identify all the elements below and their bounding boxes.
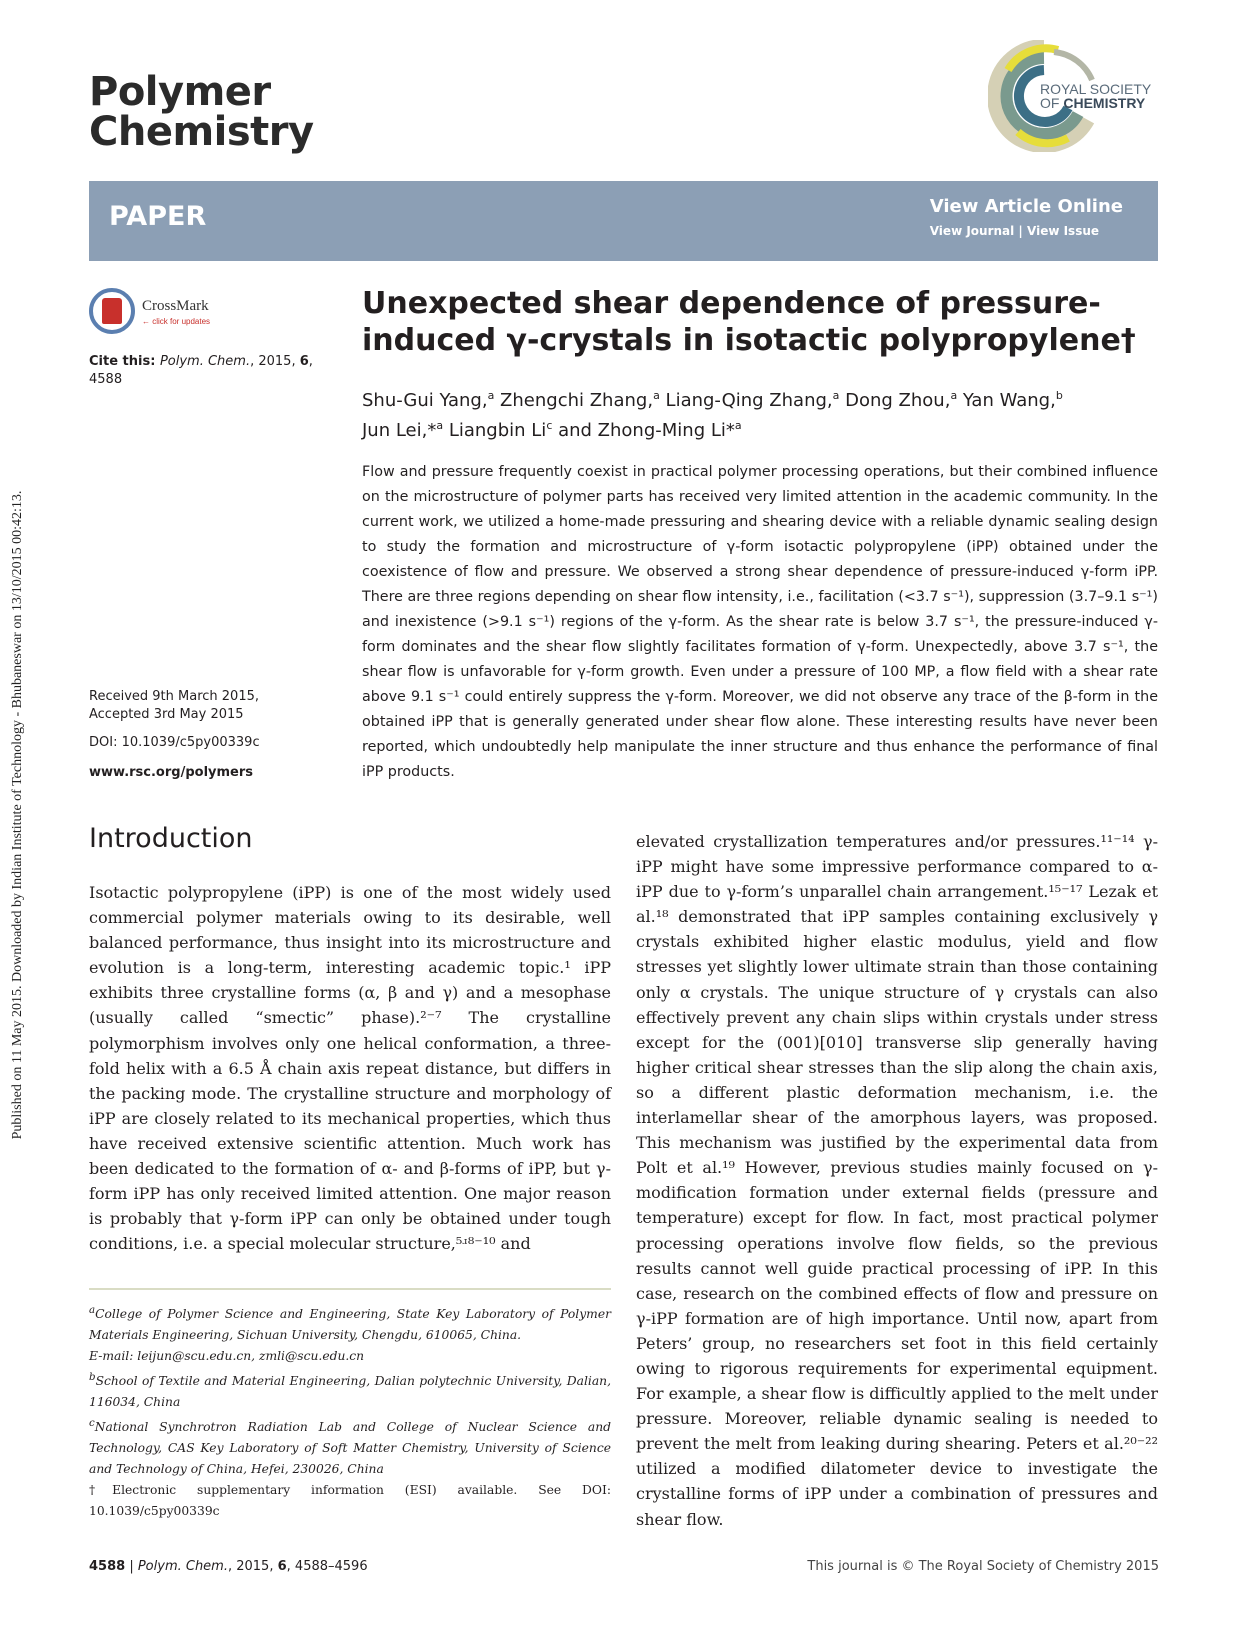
footnote-a-mark: a (89, 1304, 96, 1316)
footnote-b (89, 1367, 611, 1413)
introduction-heading: Introduction (89, 823, 253, 854)
cite-sep: , (308, 354, 313, 369)
crossmark-label: CrossMark (142, 298, 209, 314)
rsc-logo-line2 (1040, 96, 1151, 110)
footer-pages: , 4588–4596 (286, 1559, 368, 1574)
links-separator: | (1014, 224, 1027, 238)
author: Yan Wang, (957, 390, 1056, 411)
crossmark-sub-text: click for updates (152, 317, 211, 326)
author: and Zhong-Ming Li* (552, 420, 735, 441)
footnote-c (89, 1413, 611, 1480)
cite-volume: 6 (299, 354, 309, 369)
crossmark-badge[interactable] (89, 288, 229, 340)
author: Liang-Qing Zhang, (659, 390, 833, 411)
body-text-right-column: elevated crystallization temperatures and/or pressures.¹¹⁻¹⁴ γ-iPP might have some impressive performance compared to α-iPP due to γ-form’s unparallel chain arrangement.¹⁵⁻¹⁷ Lezak et al.¹⁸ demonstrated that iPP samples containing exclusively γ crystals exhibited higher elastic modulus, yield and flow stresses yet slightly lower ultimate strain than those containing only α crystals. The unique structure of γ crystals can also effectively prevent any chain slips within crystals under stress except for the (001)[010] transverse slip generally having higher critical shear stresses than the slip along the chain axis, so a different plastic deformation mechanism, i.e. the interlamellar shear of the amorphous layers, was proposed. This mechanism was justified by the experimental data from Polt et al.¹⁹ However, previous studies mainly focused on γ-modification formation under external fields (pressure and temperature) except for flow. In fact, most practical polymer processing operations involve flow fields, so the previous results cannot well guide practical processing of iPP. In this case, research on the combined effects of flow and pressure on γ-iPP formation are of high importance. Until now, apart from Peters’ group, no researchers set foot in this field certainly owing to rigorous requirements for experimental equipment. For example, a shear flow is difficultly applied to the melt under pressure. Moreover, reliable dynamic sealing is needed to prevent the melt from leaking during shearing. Peters et al.²⁰⁻²² utilized a modified dilatometer device to investigate the crystalline forms of iPP under a combination of pressures and shear flow. (636, 832, 1158, 1529)
footer-year: , 2015, (227, 1559, 278, 1574)
cite-this (89, 353, 329, 389)
affiliation-mark: c (546, 419, 553, 432)
cite-prefix: Cite this: (89, 354, 160, 369)
affiliation-footnotes (89, 1300, 611, 1522)
journal-title-line2: Chemistry (89, 109, 314, 155)
article-links (930, 193, 1123, 241)
journal-title-line1: Polymer (89, 69, 271, 115)
author-list (362, 383, 1162, 443)
cite-page: 4588 (89, 372, 123, 387)
author: Dong Zhou, (839, 390, 951, 411)
footnote-b-mark: b (89, 1371, 96, 1384)
accepted-date: Accepted 3rd May 2015 (89, 707, 244, 722)
article-title-line1: Unexpected shear dependence of pressure- (362, 286, 1101, 321)
author: Liangbin Li (443, 420, 547, 441)
author: Zhengchi Zhang, (494, 390, 654, 411)
page-footer-left (89, 1559, 368, 1574)
article-title-line2: induced γ-crystals in isotactic polypropylene† (362, 323, 1136, 358)
view-article-online-link[interactable]: View Article Online (929, 196, 1123, 217)
article-doi[interactable]: DOI: 10.1039/c5py00339c (89, 735, 260, 750)
footer-journal: Polym. Chem. (137, 1559, 228, 1574)
footnote-c-text: National Synchrotron Radiation Lab and College of Nuclear Science and Technology, CAS Key Laboratory of Soft Matter Chemistry, University of Science and Technology of China, Hefei, 230026, China (89, 1420, 611, 1477)
download-stamp (4, 230, 32, 1400)
footnote-a-text: College of Polymer Science and Engineering, State Key Laboratory of Polymer Materials Engineering, Sichuan University, Chengdu, 610065, China. (89, 1307, 611, 1343)
rsc-logo-chemistry: CHEMISTRY (1063, 95, 1146, 111)
page-footer-right: This journal is © The Royal Society of Chemistry 2015 (807, 1559, 1159, 1574)
body-text-left-column: Isotactic polypropylene (iPP) is one of the most widely used commercial polymer materials owing to its desirable, well balanced performance, thus insight into its microstructure and evolution is a long-term, interesting academic topic.¹ iPP exhibits three crystalline forms (α, β and γ) and a mesophase (usually called “smectic” phase).²⁻⁷ The crystalline polymorphism involves only one helical conformation, a three-fold helix with a 6.5 Å chain axis repeat distance, but differs in the packing mode. The crystalline structure and morphology of iPP are closely related to its mechanical properties, which thus have received extensive scientific attention. Much work has been dedicated to the formation of α- and β-forms of iPP, but γ-form iPP has only received limited attention. One major reason is probably that γ-form iPP can only be obtained under tough conditions, i.e. a special molecular structure,⁵ʴ⁸⁻¹⁰ and (89, 883, 611, 1254)
footnote-b-text: School of Textile and Material Engineering, Dalian polytechnic University, Dalian, 116034, China (89, 1374, 611, 1410)
crossmark-icon (89, 288, 135, 334)
journal-issue-links (930, 221, 1123, 241)
affiliation-mark: a (734, 419, 742, 432)
page-number: 4588 (89, 1559, 126, 1574)
article-dates (89, 688, 329, 724)
rsc-logo-line1: ROYAL SOCIETY (1040, 81, 1152, 97)
rsc-logo[interactable] (988, 40, 1158, 152)
rsc-logo-of: OF (1040, 95, 1064, 111)
journal-website-link[interactable]: www.rsc.org/polymers (89, 765, 254, 780)
author-line1 (362, 383, 1162, 413)
affiliation-mark: a (487, 389, 495, 402)
view-journal-link[interactable]: View Journal (929, 224, 1015, 238)
crossmark-sub: ← click for updates (142, 317, 211, 326)
affiliation-mark: a (653, 389, 660, 402)
footnote-a-email[interactable]: E-mail: leijun@scu.edu.cn, zmli@scu.edu.cn (89, 1349, 365, 1364)
footer-volume: 6 (277, 1559, 287, 1574)
footnote-a (89, 1300, 611, 1346)
cite-year: , 2015, (250, 354, 300, 369)
article-type-label: PAPER (109, 201, 207, 232)
rsc-logo-text (1040, 82, 1151, 110)
download-stamp-text: Published on 11 May 2015. Downloaded by Indian Institute of Technology - Bhubaneswar on 13/10/2015 00:42:13. (10, 490, 25, 1140)
article-title (362, 285, 1162, 359)
footer-sep: | (125, 1559, 138, 1574)
received-date: Received 9th March 2015, (89, 689, 259, 704)
affiliation-mark: a (436, 419, 444, 432)
affiliation-mark: a (832, 389, 840, 402)
journal-title (89, 69, 314, 155)
article-type-banner (89, 181, 1158, 261)
footnote-esi: †Electronic supplementary information (ESI) available. See DOI: 10.1039/c5py00339c (89, 1483, 611, 1519)
view-issue-link[interactable]: View Issue (1027, 224, 1100, 238)
author: Jun Lei,* (362, 420, 437, 441)
footnote-divider (89, 1288, 611, 1290)
affiliation-mark: a (950, 389, 958, 402)
affiliation-mark: b (1055, 389, 1063, 402)
cite-journal: Polym. Chem. (159, 354, 251, 369)
author: Shu-Gui Yang, (362, 390, 488, 411)
abstract: Flow and pressure frequently coexist in practical polymer processing operations, but their combined influence on the microstructure of polymer parts has received very limited attention in the academic community. In the current work, we utilized a home-made pressuring and shearing device with a reliable dynamic sealing design to study the formation and microstructure of γ-form isotactic polypropylene (iPP) obtained under the coexistence of flow and pressure. We observed a strong shear dependence of pressure-induced γ-form iPP. There are three regions depending on shear flow intensity, i.e., facilitation (<3.7 s⁻¹), suppression (3.7–9.1 s⁻¹) and inexistence (>9.1 s⁻¹) regions of the γ-form. As the shear rate is below 3.7 s⁻¹, the pressure-induced γ-form dominates and the shear flow slightly facilitates formation of γ-form. Unexpectedly, above 3.7 s⁻¹, the shear flow is unfavorable for γ-form growth. Even under a pressure of 100 MP, a flow field with a shear rate above 9.1 s⁻¹ could entirely suppress the γ-form. Moreover, we did not observe any trace of the β-form in the obtained iPP that is generally generated under shear flow alone. These interesting results have never been reported, which undoubtedly help manipulate the inner structure and thus enhance the performance of final iPP products. (362, 464, 1158, 780)
footnote-c-mark: c (89, 1417, 95, 1430)
author-line2 (362, 413, 1162, 443)
